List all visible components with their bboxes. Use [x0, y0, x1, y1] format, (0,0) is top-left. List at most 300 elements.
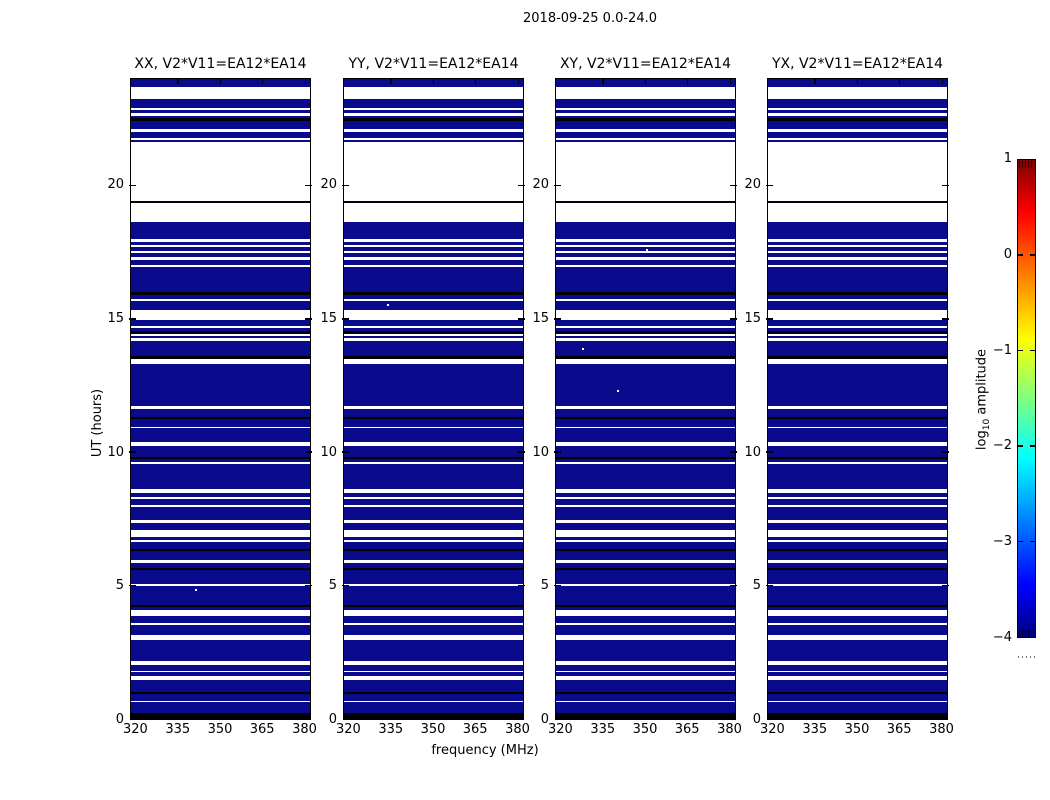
flag-stripe-white	[768, 359, 947, 364]
flag-stripe-white	[344, 530, 523, 537]
y-tick-mark	[129, 185, 136, 187]
flag-stripe-black	[768, 292, 947, 295]
y-tick-mark	[342, 451, 349, 453]
flag-stripe-black	[131, 692, 310, 694]
x-tick-mark	[433, 714, 435, 719]
flag-stripe-white	[556, 623, 735, 625]
flag-stripe-black	[556, 549, 735, 551]
y-tick-label: 15	[532, 310, 549, 326]
x-tick-mark	[602, 714, 604, 719]
flag-stripe-white	[556, 520, 735, 523]
x-tick-label: 320	[123, 722, 148, 737]
y-tick-mark	[942, 585, 949, 587]
flag-stripe-white	[131, 489, 310, 493]
flag-stripe-black	[556, 457, 735, 459]
y-axis-label: UT (hours)	[90, 388, 105, 458]
flag-stripe-white	[556, 203, 735, 222]
colorbar-top-hatch	[1019, 161, 1034, 168]
colorbar-tick-mark	[1018, 350, 1023, 352]
flag-stripe-white	[768, 138, 947, 140]
x-tick-mark	[475, 79, 477, 84]
flag-stripe-white	[131, 203, 310, 222]
y-tick-label: 10	[532, 444, 549, 460]
y-tick-mark	[766, 318, 773, 320]
flag-stripe-white	[768, 505, 947, 507]
flag-stripe-white	[556, 406, 735, 409]
flag-stripe-white	[344, 540, 523, 542]
colorbar-tick-mark	[1018, 541, 1023, 543]
x-tick-mark	[177, 79, 179, 84]
flag-stripe-black	[768, 118, 947, 121]
flag-stripe-black	[768, 417, 947, 419]
flag-stripe-white	[344, 310, 523, 320]
flag-stripe-white	[556, 334, 735, 336]
flag-stripe-white	[768, 334, 947, 336]
x-axis-label: frequency (MHz)	[431, 743, 539, 758]
flag-stripe-white	[556, 427, 735, 428]
flag-stripe-white	[768, 326, 947, 328]
flag-stripe-white	[556, 245, 735, 247]
flag-stripe-black	[344, 417, 523, 419]
x-tick-label: 365	[674, 722, 700, 737]
flag-stripe-white	[131, 406, 310, 409]
flag-stripe-white	[344, 326, 523, 328]
flag-stripe-white	[768, 338, 947, 341]
flag-stripe-white	[131, 245, 310, 247]
data-speck	[582, 348, 584, 350]
x-tick-label: 380	[929, 722, 954, 737]
y-tick-label: 20	[320, 177, 337, 192]
flag-stripe-white	[131, 661, 310, 665]
flag-stripe-white	[768, 584, 947, 586]
flag-stripe-white	[131, 108, 310, 110]
x-tick-mark	[390, 714, 392, 719]
flag-stripe-white	[344, 87, 523, 99]
flag-stripe-white	[768, 701, 947, 702]
flag-stripe-black	[344, 292, 523, 295]
flag-stripe-white	[344, 635, 523, 640]
x-tick-label: 380	[717, 722, 742, 737]
flag-stripe-white	[131, 462, 310, 464]
flag-stripe-white	[131, 497, 310, 499]
data-speck	[438, 636, 440, 638]
y-tick-label: 20	[744, 177, 761, 192]
flag-stripe-white	[344, 442, 523, 446]
flag-stripe-white	[556, 530, 735, 537]
data-speck	[387, 304, 389, 306]
flag-stripe-white	[768, 203, 947, 222]
flag-stripe-white	[768, 406, 947, 409]
flag-stripe-white	[768, 442, 947, 446]
y-tick-label: 15	[107, 310, 124, 326]
x-tick-mark	[814, 79, 816, 84]
colorbar-tick-label: −2	[992, 438, 1012, 454]
flag-stripe-white	[768, 299, 947, 301]
flag-stripe-white	[344, 560, 523, 563]
y-tick-mark	[342, 185, 349, 187]
x-tick-mark	[305, 79, 307, 84]
flag-stripe-white	[344, 520, 523, 523]
y-tick-label: 0	[540, 712, 549, 727]
flag-stripe-white	[556, 489, 735, 493]
flag-stripe-white	[131, 257, 310, 260]
flag-stripe-white	[131, 540, 310, 542]
colorbar-bottom-hatch	[1019, 629, 1034, 636]
flag-stripe-white	[344, 113, 523, 116]
flag-stripe-white	[556, 540, 735, 542]
y-tick-label: 0	[115, 712, 124, 727]
x-tick-label: 365	[249, 722, 275, 737]
x-tick-label: 380	[505, 722, 530, 737]
flag-stripe-black	[344, 605, 523, 607]
flag-stripe-white	[344, 427, 523, 428]
colorbar-tick-mark	[1018, 445, 1023, 447]
flag-stripe-white	[556, 108, 735, 110]
data-speck	[646, 249, 648, 251]
flag-stripe-black	[556, 417, 735, 419]
flag-stripe-black	[556, 568, 735, 570]
y-tick-mark	[766, 451, 773, 453]
x-tick-label: 320	[336, 722, 361, 737]
x-tick-label: 350	[632, 722, 658, 737]
y-tick-mark	[766, 185, 773, 187]
x-tick-label: 350	[420, 722, 446, 737]
flag-stripe-white	[768, 635, 947, 640]
flag-stripe-white	[344, 203, 523, 222]
flag-stripe-white	[344, 497, 523, 499]
colorbar-label: $\log_{10}$ amplitude	[974, 348, 993, 451]
flag-stripe-white	[768, 530, 947, 537]
y-tick-label: 20	[107, 177, 124, 192]
plot-area	[768, 79, 947, 719]
flag-stripe-white	[768, 623, 947, 625]
flag-stripe-white	[768, 265, 947, 267]
flag-stripe-black	[556, 692, 735, 694]
flag-stripe-white	[768, 427, 947, 428]
flag-stripe-white	[768, 462, 947, 464]
x-tick-mark	[475, 714, 477, 719]
data-speck	[617, 390, 619, 392]
colorbar-tick-label: −4	[992, 630, 1012, 645]
x-tick-mark	[814, 714, 816, 719]
x-tick-mark	[177, 714, 179, 719]
panel-title: YX, V2*V11=EA12*EA14	[771, 56, 944, 72]
flag-stripe-black	[344, 568, 523, 570]
flag-stripe-white	[131, 671, 310, 672]
flag-stripe-white	[556, 497, 735, 499]
flag-stripe-white	[556, 676, 735, 680]
flag-stripe-white	[556, 359, 735, 364]
x-tick-mark	[942, 714, 944, 719]
flag-stripe-white	[131, 299, 310, 301]
flag-stripe-black	[556, 118, 735, 121]
x-tick-mark	[602, 79, 604, 84]
flag-stripe-white	[131, 338, 310, 341]
colorbar-tick-mark	[1030, 350, 1035, 352]
flag-stripe-white	[344, 359, 523, 364]
flag-stripe-white	[131, 334, 310, 336]
y-tick-label: 0	[328, 712, 337, 727]
flag-stripe-white	[556, 584, 735, 586]
flag-stripe-white	[344, 334, 523, 336]
x-tick-mark	[220, 714, 222, 719]
x-tick-label: 365	[462, 722, 488, 737]
x-tick-label: 350	[207, 722, 233, 737]
flag-stripe-white	[131, 442, 310, 446]
colorbar-tick-mark	[1018, 254, 1023, 256]
data-speck	[195, 589, 197, 591]
flag-stripe-white	[344, 489, 523, 493]
colorbar-minor-dots	[1018, 656, 1035, 658]
flag-stripe-white	[556, 310, 735, 320]
y-tick-label: 5	[752, 578, 761, 594]
y-tick-mark	[554, 185, 561, 187]
x-tick-label: 350	[844, 722, 870, 737]
flag-stripe-white	[556, 251, 735, 253]
flag-stripe-white	[768, 540, 947, 542]
flag-stripe-black	[131, 457, 310, 459]
flag-stripe-white	[344, 623, 523, 625]
flag-stripe-black	[768, 692, 947, 694]
flag-stripe-white	[556, 265, 735, 267]
flag-stripe-white	[131, 87, 310, 99]
flag-stripe-white	[768, 239, 947, 242]
figure-title: 2018-09-25 0.0-24.0	[523, 11, 657, 26]
y-tick-mark	[554, 585, 561, 587]
flag-stripe-black	[344, 118, 523, 121]
y-tick-label: 15	[744, 310, 761, 326]
flag-stripe-white	[556, 239, 735, 242]
flag-stripe-white	[768, 251, 947, 253]
flag-stripe-black	[556, 605, 735, 607]
flag-stripe-white	[344, 338, 523, 341]
flag-stripe-white	[131, 359, 310, 364]
y-tick-mark	[129, 585, 136, 587]
colorbar-gradient	[1018, 160, 1035, 637]
waterfall-panel	[767, 78, 948, 720]
flag-stripe-white	[556, 635, 735, 640]
flag-stripe-white	[131, 251, 310, 253]
flag-stripe-white	[768, 108, 947, 110]
flag-stripe-white	[344, 142, 523, 201]
x-tick-label: 335	[802, 722, 828, 737]
flag-stripe-white	[131, 138, 310, 140]
x-tick-mark	[645, 714, 647, 719]
flag-stripe-white	[556, 257, 735, 260]
panel-title: XX, V2*V11=EA12*EA14	[134, 56, 307, 72]
flag-stripe-white	[344, 245, 523, 247]
flag-stripe-black	[131, 549, 310, 551]
x-tick-label: 320	[548, 722, 573, 737]
flag-stripe-white	[768, 87, 947, 99]
y-tick-mark	[766, 585, 773, 587]
flag-stripe-white	[556, 138, 735, 140]
y-tick-label: 5	[115, 578, 124, 594]
flag-stripe-white	[131, 505, 310, 507]
colorbar-tick-mark	[1030, 254, 1035, 256]
y-tick-label: 0	[752, 712, 761, 727]
y-tick-mark	[129, 318, 136, 320]
colorbar-tick-label: −3	[992, 534, 1012, 550]
flag-stripe-white	[768, 129, 947, 132]
flag-stripe-white	[344, 406, 523, 409]
flag-stripe-white	[344, 462, 523, 464]
x-tick-label: 380	[292, 722, 317, 737]
flag-stripe-white	[556, 610, 735, 616]
waterfall-panel	[130, 78, 311, 720]
flag-stripe-white	[344, 129, 523, 132]
x-tick-mark	[433, 79, 435, 84]
x-tick-mark	[645, 79, 647, 84]
flag-stripe-white	[768, 671, 947, 672]
flag-stripe-white	[131, 520, 310, 523]
flag-stripe-white	[768, 661, 947, 665]
flag-stripe-white	[556, 560, 735, 563]
flag-stripe-white	[131, 113, 310, 116]
x-tick-mark	[262, 79, 264, 84]
flag-stripe-white	[344, 584, 523, 586]
x-tick-mark	[857, 714, 859, 719]
panel-title: YY, V2*V11=EA12*EA14	[348, 56, 519, 72]
flag-stripe-white	[556, 701, 735, 702]
x-tick-label: 335	[378, 722, 404, 737]
flag-stripe-white	[344, 676, 523, 680]
flag-stripe-white	[556, 142, 735, 201]
colorbar-tick-label: 0	[1003, 246, 1012, 262]
x-tick-mark	[730, 79, 732, 84]
panel-title: XY, V2*V11=EA12*EA14	[559, 56, 732, 72]
x-tick-mark	[390, 79, 392, 84]
x-tick-mark	[899, 714, 901, 719]
flag-stripe-white	[768, 610, 947, 616]
x-tick-mark	[857, 79, 859, 84]
flag-stripe-white	[131, 530, 310, 537]
flag-stripe-white	[768, 257, 947, 260]
y-tick-label: 10	[107, 444, 124, 460]
flag-stripe-white	[131, 560, 310, 563]
flag-stripe-white	[556, 671, 735, 672]
flag-stripe-white	[556, 326, 735, 328]
flag-stripe-black	[131, 568, 310, 570]
flag-stripe-white	[344, 138, 523, 140]
flag-stripe-white	[556, 462, 735, 464]
y-tick-label: 15	[320, 310, 337, 326]
flag-stripe-white	[768, 489, 947, 493]
y-tick-mark	[342, 585, 349, 587]
flag-stripe-black	[768, 605, 947, 607]
x-tick-label: 320	[760, 722, 785, 737]
colorbar	[1017, 159, 1036, 638]
x-tick-mark	[687, 79, 689, 84]
y-tick-label: 5	[328, 578, 337, 594]
flag-stripe-black	[768, 457, 947, 459]
flag-stripe-white	[556, 442, 735, 446]
waterfall-panel	[555, 78, 736, 720]
flag-stripe-white	[131, 265, 310, 267]
flag-stripe-white	[131, 584, 310, 586]
flag-stripe-white	[131, 427, 310, 428]
flag-stripe-white	[131, 623, 310, 625]
flag-stripe-white	[768, 676, 947, 680]
flag-stripe-white	[344, 661, 523, 665]
flag-stripe-white	[768, 310, 947, 320]
y-tick-label: 10	[744, 444, 761, 460]
flag-stripe-white	[131, 129, 310, 132]
flag-stripe-white	[344, 505, 523, 507]
flag-stripe-white	[556, 113, 735, 116]
flag-stripe-white	[131, 635, 310, 640]
x-tick-mark	[899, 79, 901, 84]
flag-stripe-black	[131, 292, 310, 295]
flag-stripe-white	[131, 701, 310, 702]
flag-stripe-white	[131, 326, 310, 328]
flag-stripe-black	[131, 605, 310, 607]
flag-stripe-white	[556, 505, 735, 507]
waterfall-panel	[343, 78, 524, 720]
y-tick-label: 10	[320, 444, 337, 460]
flag-stripe-white	[556, 299, 735, 301]
y-tick-mark	[554, 318, 561, 320]
y-tick-mark	[129, 451, 136, 453]
flag-stripe-white	[556, 338, 735, 341]
colorbar-tick-label: −1	[992, 342, 1012, 358]
flag-stripe-white	[768, 560, 947, 563]
x-tick-mark	[942, 79, 944, 84]
flag-stripe-white	[768, 142, 947, 201]
x-tick-mark	[687, 714, 689, 719]
x-tick-mark	[518, 79, 520, 84]
x-tick-label: 335	[165, 722, 191, 737]
plot-area	[131, 79, 310, 719]
x-tick-label: 365	[886, 722, 912, 737]
plot-area	[344, 79, 523, 719]
flag-stripe-black	[131, 118, 310, 121]
x-tick-label: 335	[590, 722, 616, 737]
flag-stripe-white	[344, 610, 523, 616]
flag-stripe-white	[344, 257, 523, 260]
flag-stripe-black	[344, 692, 523, 694]
flag-stripe-white	[344, 671, 523, 672]
x-tick-mark	[262, 714, 264, 719]
flag-stripe-black	[344, 549, 523, 551]
flag-stripe-white	[344, 108, 523, 110]
flag-stripe-black	[768, 568, 947, 570]
y-tick-mark	[342, 318, 349, 320]
flag-stripe-white	[344, 239, 523, 242]
flag-stripe-white	[344, 299, 523, 301]
flag-stripe-black	[556, 292, 735, 295]
x-tick-mark	[220, 79, 222, 84]
flag-stripe-white	[344, 265, 523, 267]
colorbar-tick-mark	[1030, 445, 1035, 447]
flag-stripe-white	[556, 87, 735, 99]
flag-stripe-white	[131, 676, 310, 680]
y-tick-label: 5	[540, 578, 549, 594]
flag-stripe-white	[556, 661, 735, 665]
flag-stripe-white	[131, 610, 310, 616]
flag-stripe-white	[344, 251, 523, 253]
flag-stripe-white	[768, 113, 947, 116]
flag-stripe-black	[768, 549, 947, 551]
flag-stripe-white	[131, 142, 310, 201]
colorbar-tick-mark	[1030, 541, 1035, 543]
flag-stripe-black	[131, 417, 310, 419]
flag-stripe-white	[768, 520, 947, 523]
colorbar-tick-label: 1	[1003, 151, 1012, 166]
flag-stripe-white	[556, 129, 735, 132]
flag-stripe-black	[344, 457, 523, 459]
y-tick-mark	[942, 318, 949, 320]
